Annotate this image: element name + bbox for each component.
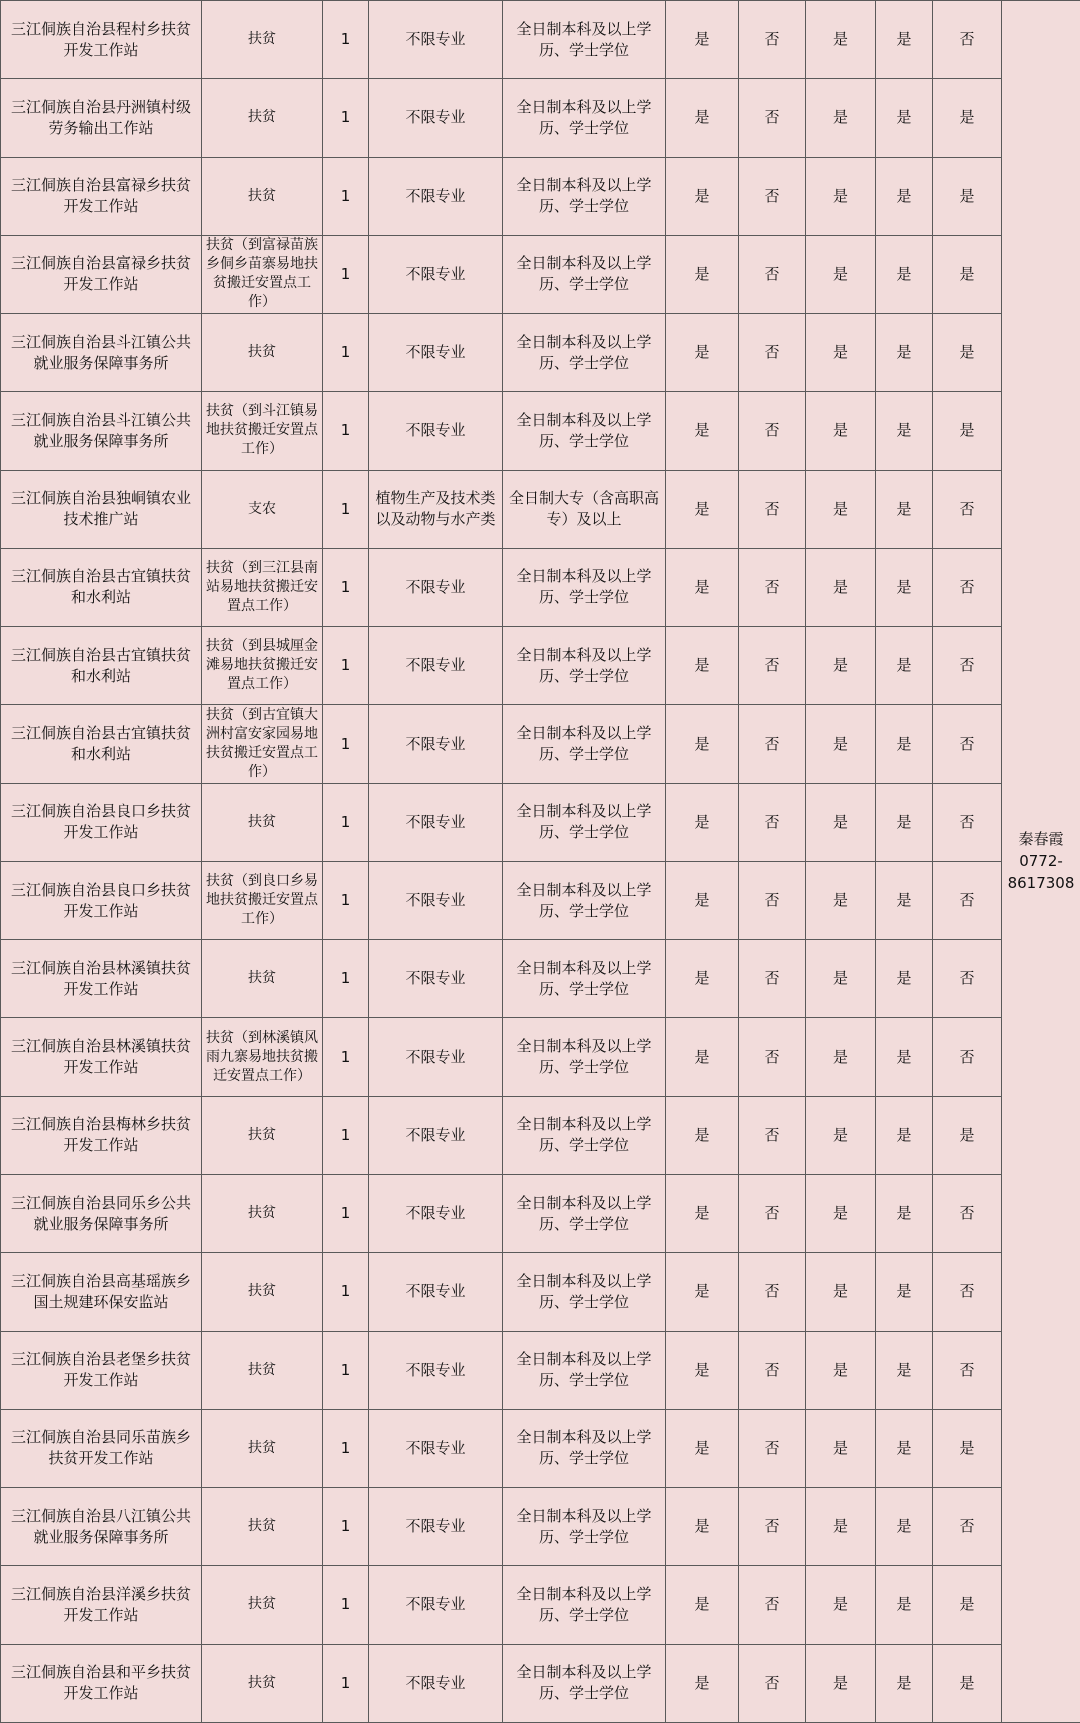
major-cell: 不限专业 <box>369 235 503 313</box>
condition-1-cell: 是 <box>666 1566 739 1644</box>
headcount-cell: 1 <box>323 470 369 548</box>
table-row <box>1 627 1080 705</box>
condition-5-cell: 是 <box>933 79 1002 157</box>
education-cell: 全日制本科及以上学历、学士学位 <box>503 1409 666 1487</box>
education-cell: 全日制本科及以上学历、学士学位 <box>503 1096 666 1174</box>
condition-3-cell: 是 <box>806 627 876 705</box>
table-row <box>1 157 1080 235</box>
post-name-cell: 扶贫 <box>202 1253 323 1331</box>
table-row <box>1 861 1080 939</box>
condition-4-cell: 是 <box>876 1253 933 1331</box>
condition-3-cell: 是 <box>806 79 876 157</box>
unit-name-cell: 三江侗族自治县林溪镇扶贫开发工作站 <box>1 940 202 1018</box>
condition-4-cell: 是 <box>876 1331 933 1409</box>
condition-2-cell: 否 <box>739 157 806 235</box>
condition-2-cell: 否 <box>739 1644 806 1722</box>
major-cell: 不限专业 <box>369 1409 503 1487</box>
condition-2-cell: 否 <box>739 470 806 548</box>
condition-4-cell: 是 <box>876 1174 933 1252</box>
condition-4-cell: 是 <box>876 861 933 939</box>
table-row <box>1 548 1080 626</box>
table-row <box>1 1 1080 79</box>
education-cell: 全日制本科及以上学历、学士学位 <box>503 861 666 939</box>
condition-4-cell: 是 <box>876 1 933 79</box>
contact-name: 秦春霞 <box>1006 828 1076 850</box>
post-name-cell: 扶贫 <box>202 1174 323 1252</box>
condition-3-cell: 是 <box>806 1174 876 1252</box>
condition-4-cell: 是 <box>876 705 933 783</box>
table-row <box>1 1566 1080 1644</box>
condition-3-cell: 是 <box>806 1 876 79</box>
headcount-cell: 1 <box>323 1644 369 1722</box>
condition-1-cell: 是 <box>666 1096 739 1174</box>
education-cell: 全日制本科及以上学历、学士学位 <box>503 79 666 157</box>
education-cell: 全日制本科及以上学历、学士学位 <box>503 627 666 705</box>
unit-name-cell: 三江侗族自治县斗江镇公共就业服务保障事务所 <box>1 314 202 392</box>
post-name-cell: 扶贫 <box>202 1644 323 1722</box>
condition-3-cell: 是 <box>806 314 876 392</box>
condition-2-cell: 否 <box>739 1331 806 1409</box>
education-cell: 全日制本科及以上学历、学士学位 <box>503 157 666 235</box>
education-cell: 全日制本科及以上学历、学士学位 <box>503 1488 666 1566</box>
condition-2-cell: 否 <box>739 1174 806 1252</box>
condition-2-cell: 否 <box>739 548 806 626</box>
condition-5-cell: 是 <box>933 1644 1002 1722</box>
headcount-cell: 1 <box>323 157 369 235</box>
major-cell: 不限专业 <box>369 940 503 1018</box>
condition-2-cell: 否 <box>739 1 806 79</box>
condition-3-cell: 是 <box>806 1018 876 1096</box>
education-cell: 全日制本科及以上学历、学士学位 <box>503 1644 666 1722</box>
condition-4-cell: 是 <box>876 1566 933 1644</box>
unit-name-cell: 三江侗族自治县富禄乡扶贫开发工作站 <box>1 235 202 313</box>
post-name-cell: 扶贫（到三江县南站易地扶贫搬迁安置点工作） <box>202 548 323 626</box>
unit-name-cell: 三江侗族自治县高基瑶族乡国土规建环保安监站 <box>1 1253 202 1331</box>
condition-3-cell: 是 <box>806 392 876 470</box>
post-name-cell: 扶贫 <box>202 783 323 861</box>
condition-2-cell: 否 <box>739 392 806 470</box>
unit-name-cell: 三江侗族自治县八江镇公共就业服务保障事务所 <box>1 1488 202 1566</box>
condition-5-cell: 否 <box>933 1 1002 79</box>
condition-1-cell: 是 <box>666 627 739 705</box>
condition-3-cell: 是 <box>806 1096 876 1174</box>
condition-3-cell: 是 <box>806 705 876 783</box>
post-name-cell: 扶贫（到林溪镇风雨九寨易地扶贫搬迁安置点工作） <box>202 1018 323 1096</box>
table-row <box>1 1018 1080 1096</box>
table-row <box>1 940 1080 1018</box>
condition-3-cell: 是 <box>806 1253 876 1331</box>
condition-3-cell: 是 <box>806 1488 876 1566</box>
condition-3-cell: 是 <box>806 783 876 861</box>
headcount-cell: 1 <box>323 1018 369 1096</box>
condition-3-cell: 是 <box>806 1331 876 1409</box>
condition-2-cell: 否 <box>739 1253 806 1331</box>
condition-1-cell: 是 <box>666 392 739 470</box>
condition-1-cell: 是 <box>666 548 739 626</box>
major-cell: 不限专业 <box>369 1096 503 1174</box>
condition-2-cell: 否 <box>739 861 806 939</box>
major-cell: 不限专业 <box>369 1331 503 1409</box>
unit-name-cell: 三江侗族自治县和平乡扶贫开发工作站 <box>1 1644 202 1722</box>
condition-2-cell: 否 <box>739 783 806 861</box>
condition-4-cell: 是 <box>876 783 933 861</box>
contact-phone-prefix: 0772- <box>1006 850 1076 872</box>
condition-5-cell: 否 <box>933 627 1002 705</box>
condition-1-cell: 是 <box>666 1174 739 1252</box>
table-row <box>1 1174 1080 1252</box>
condition-2-cell: 否 <box>739 1566 806 1644</box>
post-name-cell: 扶贫 <box>202 1409 323 1487</box>
unit-name-cell: 三江侗族自治县同乐苗族乡扶贫开发工作站 <box>1 1409 202 1487</box>
post-name-cell: 扶贫 <box>202 157 323 235</box>
major-cell: 不限专业 <box>369 1174 503 1252</box>
education-cell: 全日制本科及以上学历、学士学位 <box>503 783 666 861</box>
headcount-cell: 1 <box>323 1253 369 1331</box>
condition-3-cell: 是 <box>806 1644 876 1722</box>
post-name-cell: 扶贫 <box>202 1566 323 1644</box>
condition-4-cell: 是 <box>876 1018 933 1096</box>
major-cell: 不限专业 <box>369 627 503 705</box>
condition-3-cell: 是 <box>806 157 876 235</box>
headcount-cell: 1 <box>323 1096 369 1174</box>
condition-1-cell: 是 <box>666 235 739 313</box>
condition-2-cell: 否 <box>739 627 806 705</box>
condition-1-cell: 是 <box>666 705 739 783</box>
table-row <box>1 1409 1080 1487</box>
condition-5-cell: 否 <box>933 1253 1002 1331</box>
unit-name-cell: 三江侗族自治县丹洲镇村级劳务输出工作站 <box>1 79 202 157</box>
headcount-cell: 1 <box>323 1331 369 1409</box>
post-name-cell: 扶贫（到古宜镇大洲村富安家园易地扶贫搬迁安置点工作） <box>202 705 323 783</box>
condition-4-cell: 是 <box>876 940 933 1018</box>
condition-2-cell: 否 <box>739 1018 806 1096</box>
table-row <box>1 1096 1080 1174</box>
education-cell: 全日制大专（含高职高专）及以上 <box>503 470 666 548</box>
table-row <box>1 783 1080 861</box>
headcount-cell: 1 <box>323 1488 369 1566</box>
condition-3-cell: 是 <box>806 861 876 939</box>
education-cell: 全日制本科及以上学历、学士学位 <box>503 1566 666 1644</box>
post-name-cell: 扶贫（到斗江镇易地扶贫搬迁安置点工作） <box>202 392 323 470</box>
condition-1-cell: 是 <box>666 314 739 392</box>
condition-2-cell: 否 <box>739 1096 806 1174</box>
condition-2-cell: 否 <box>739 1488 806 1566</box>
condition-5-cell: 否 <box>933 548 1002 626</box>
condition-4-cell: 是 <box>876 548 933 626</box>
contact-phone-number: 8617308 <box>1006 872 1076 894</box>
education-cell: 全日制本科及以上学历、学士学位 <box>503 548 666 626</box>
headcount-cell: 1 <box>323 235 369 313</box>
condition-5-cell: 否 <box>933 470 1002 548</box>
condition-5-cell: 是 <box>933 392 1002 470</box>
condition-1-cell: 是 <box>666 470 739 548</box>
table-row <box>1 470 1080 548</box>
education-cell: 全日制本科及以上学历、学士学位 <box>503 1018 666 1096</box>
condition-3-cell: 是 <box>806 470 876 548</box>
condition-1-cell: 是 <box>666 1 739 79</box>
post-name-cell: 扶贫 <box>202 940 323 1018</box>
unit-name-cell: 三江侗族自治县良口乡扶贫开发工作站 <box>1 861 202 939</box>
post-name-cell: 扶贫（到县城厘金滩易地扶贫搬迁安置点工作） <box>202 627 323 705</box>
table-row <box>1 1488 1080 1566</box>
post-name-cell: 扶贫（到良口乡易地扶贫搬迁安置点工作） <box>202 861 323 939</box>
condition-5-cell: 否 <box>933 783 1002 861</box>
condition-2-cell: 否 <box>739 940 806 1018</box>
education-cell: 全日制本科及以上学历、学士学位 <box>503 1 666 79</box>
condition-1-cell: 是 <box>666 1331 739 1409</box>
headcount-cell: 1 <box>323 1 369 79</box>
education-cell: 全日制本科及以上学历、学士学位 <box>503 705 666 783</box>
unit-name-cell: 三江侗族自治县林溪镇扶贫开发工作站 <box>1 1018 202 1096</box>
condition-5-cell: 否 <box>933 705 1002 783</box>
table-row <box>1 392 1080 470</box>
table-row <box>1 235 1080 313</box>
condition-2-cell: 否 <box>739 1409 806 1487</box>
condition-4-cell: 是 <box>876 314 933 392</box>
table-row <box>1 1644 1080 1722</box>
education-cell: 全日制本科及以上学历、学士学位 <box>503 1331 666 1409</box>
post-name-cell: 扶贫 <box>202 1096 323 1174</box>
major-cell: 不限专业 <box>369 1488 503 1566</box>
condition-2-cell: 否 <box>739 314 806 392</box>
condition-5-cell: 是 <box>933 1409 1002 1487</box>
condition-5-cell: 是 <box>933 1566 1002 1644</box>
post-name-cell: 扶贫 <box>202 79 323 157</box>
condition-3-cell: 是 <box>806 1409 876 1487</box>
condition-5-cell: 否 <box>933 861 1002 939</box>
major-cell: 不限专业 <box>369 1644 503 1722</box>
unit-name-cell: 三江侗族自治县同乐乡公共就业服务保障事务所 <box>1 1174 202 1252</box>
education-cell: 全日制本科及以上学历、学士学位 <box>503 392 666 470</box>
condition-1-cell: 是 <box>666 157 739 235</box>
headcount-cell: 1 <box>323 940 369 1018</box>
condition-5-cell: 是 <box>933 235 1002 313</box>
post-name-cell: 支农 <box>202 470 323 548</box>
condition-4-cell: 是 <box>876 235 933 313</box>
unit-name-cell: 三江侗族自治县古宜镇扶贫和水利站 <box>1 705 202 783</box>
education-cell: 全日制本科及以上学历、学士学位 <box>503 235 666 313</box>
condition-5-cell: 否 <box>933 1018 1002 1096</box>
major-cell: 不限专业 <box>369 79 503 157</box>
table-row <box>1 79 1080 157</box>
unit-name-cell: 三江侗族自治县程村乡扶贫开发工作站 <box>1 1 202 79</box>
condition-2-cell: 否 <box>739 79 806 157</box>
headcount-cell: 1 <box>323 705 369 783</box>
unit-name-cell: 三江侗族自治县良口乡扶贫开发工作站 <box>1 783 202 861</box>
condition-1-cell: 是 <box>666 861 739 939</box>
condition-3-cell: 是 <box>806 548 876 626</box>
condition-4-cell: 是 <box>876 1096 933 1174</box>
condition-1-cell: 是 <box>666 79 739 157</box>
table-row <box>1 705 1080 783</box>
condition-5-cell: 是 <box>933 1096 1002 1174</box>
post-name-cell: 扶贫 <box>202 314 323 392</box>
table-row <box>1 1253 1080 1331</box>
condition-1-cell: 是 <box>666 940 739 1018</box>
major-cell: 不限专业 <box>369 548 503 626</box>
headcount-cell: 1 <box>323 1409 369 1487</box>
condition-3-cell: 是 <box>806 1566 876 1644</box>
major-cell: 不限专业 <box>369 157 503 235</box>
condition-1-cell: 是 <box>666 1253 739 1331</box>
unit-name-cell: 三江侗族自治县斗江镇公共就业服务保障事务所 <box>1 392 202 470</box>
condition-4-cell: 是 <box>876 470 933 548</box>
condition-3-cell: 是 <box>806 235 876 313</box>
major-cell: 植物生产及技术类以及动物与水产类 <box>369 470 503 548</box>
unit-name-cell: 三江侗族自治县梅林乡扶贫开发工作站 <box>1 1096 202 1174</box>
major-cell: 不限专业 <box>369 783 503 861</box>
headcount-cell: 1 <box>323 783 369 861</box>
post-name-cell: 扶贫 <box>202 1488 323 1566</box>
major-cell: 不限专业 <box>369 392 503 470</box>
major-cell: 不限专业 <box>369 1566 503 1644</box>
condition-2-cell: 否 <box>739 705 806 783</box>
headcount-cell: 1 <box>323 548 369 626</box>
contact-cell <box>1002 1 1080 1723</box>
condition-5-cell: 否 <box>933 1174 1002 1252</box>
condition-4-cell: 是 <box>876 157 933 235</box>
condition-5-cell: 是 <box>933 314 1002 392</box>
condition-4-cell: 是 <box>876 627 933 705</box>
condition-4-cell: 是 <box>876 79 933 157</box>
condition-5-cell: 否 <box>933 1488 1002 1566</box>
major-cell: 不限专业 <box>369 705 503 783</box>
condition-5-cell: 否 <box>933 1331 1002 1409</box>
table-row <box>1 1331 1080 1409</box>
condition-1-cell: 是 <box>666 1018 739 1096</box>
headcount-cell: 1 <box>323 861 369 939</box>
headcount-cell: 1 <box>323 79 369 157</box>
condition-1-cell: 是 <box>666 1488 739 1566</box>
condition-5-cell: 否 <box>933 940 1002 1018</box>
condition-4-cell: 是 <box>876 392 933 470</box>
post-name-cell: 扶贫 <box>202 1 323 79</box>
major-cell: 不限专业 <box>369 1253 503 1331</box>
table-row <box>1 314 1080 392</box>
condition-1-cell: 是 <box>666 1409 739 1487</box>
condition-5-cell: 是 <box>933 157 1002 235</box>
unit-name-cell: 三江侗族自治县老堡乡扶贫开发工作站 <box>1 1331 202 1409</box>
headcount-cell: 1 <box>323 1174 369 1252</box>
headcount-cell: 1 <box>323 627 369 705</box>
headcount-cell: 1 <box>323 314 369 392</box>
education-cell: 全日制本科及以上学历、学士学位 <box>503 940 666 1018</box>
major-cell: 不限专业 <box>369 1 503 79</box>
table-body <box>1 1 1080 1723</box>
major-cell: 不限专业 <box>369 861 503 939</box>
condition-2-cell: 否 <box>739 235 806 313</box>
unit-name-cell: 三江侗族自治县古宜镇扶贫和水利站 <box>1 627 202 705</box>
education-cell: 全日制本科及以上学历、学士学位 <box>503 314 666 392</box>
education-cell: 全日制本科及以上学历、学士学位 <box>503 1174 666 1252</box>
condition-3-cell: 是 <box>806 940 876 1018</box>
post-name-cell: 扶贫 <box>202 1331 323 1409</box>
major-cell: 不限专业 <box>369 314 503 392</box>
condition-1-cell: 是 <box>666 783 739 861</box>
post-name-cell: 扶贫（到富禄苗族乡侗乡苗寨易地扶贫搬迁安置点工作） <box>202 235 323 313</box>
unit-name-cell: 三江侗族自治县洋溪乡扶贫开发工作站 <box>1 1566 202 1644</box>
unit-name-cell: 三江侗族自治县古宜镇扶贫和水利站 <box>1 548 202 626</box>
headcount-cell: 1 <box>323 1566 369 1644</box>
unit-name-cell: 三江侗族自治县独峒镇农业技术推广站 <box>1 470 202 548</box>
condition-4-cell: 是 <box>876 1409 933 1487</box>
headcount-cell: 1 <box>323 392 369 470</box>
unit-name-cell: 三江侗族自治县富禄乡扶贫开发工作站 <box>1 157 202 235</box>
major-cell: 不限专业 <box>369 1018 503 1096</box>
condition-4-cell: 是 <box>876 1488 933 1566</box>
condition-4-cell: 是 <box>876 1644 933 1722</box>
condition-1-cell: 是 <box>666 1644 739 1722</box>
education-cell: 全日制本科及以上学历、学士学位 <box>503 1253 666 1331</box>
